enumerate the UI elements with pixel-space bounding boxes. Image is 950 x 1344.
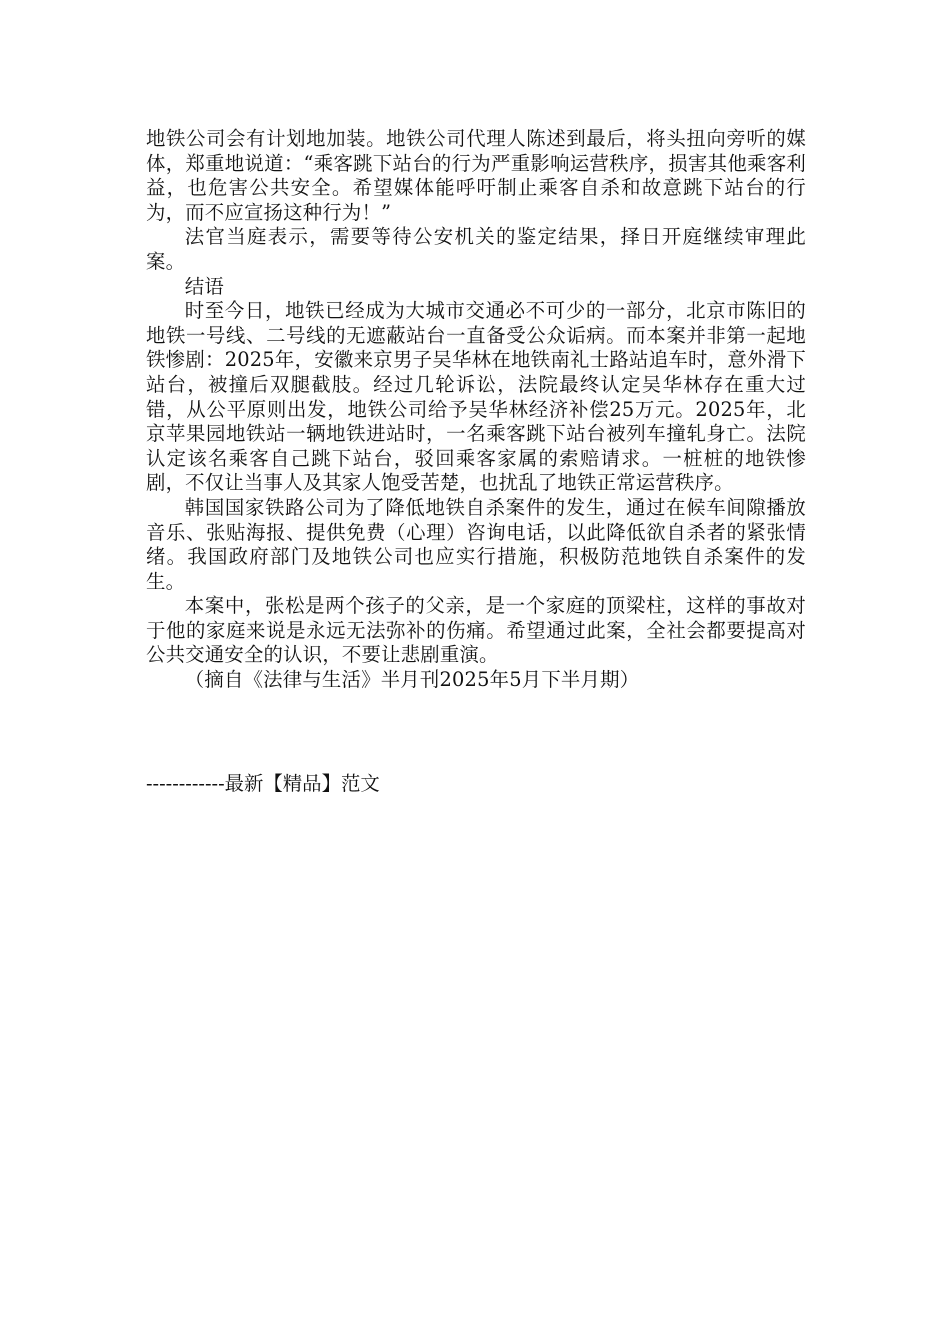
section-heading-conclusion: 结语 <box>184 274 224 298</box>
footer-banner: ------------最新【精品】范文 <box>146 772 380 795</box>
paragraph-korea-measures: 韩国国家铁路公司为了降低地铁自杀案件的发生，通过在候车间隙播放音乐、张贴海报、提供免费（心理）咨询电话，以此降低欲自杀者的紧张情绪。我国政府部门及地铁公司也应实行措施，积极防范地铁自杀案件的发生。 <box>146 495 806 593</box>
paragraph-case-reflection: 本案中，张松是两个孩子的父亲，是一个家庭的顶梁柱，这样的事故对于他的家庭来说是永远无法弥补的伤痛。希望通过此案，全社会都要提高对公共交通安全的认识，不要让悲剧重演。 <box>146 594 806 667</box>
paragraph-continuation: 地铁公司会有计划地加装。地铁公司代理人陈述到最后，将头扭向旁听的媒体，郑重地说道：“乘客跳下站台的行为严重影响运营秩序，损害其他乘客利益，也危害公共安全。希望媒体能呼吁制止乘客自杀和故意跳下站台的行为，而不应宣扬这种行为！” <box>146 127 806 224</box>
paragraph-judge-statement: 法官当庭表示，需要等待公安机关的鉴定结果，择日开庭继续审理此案。 <box>146 225 806 273</box>
paragraph-subway-history: 时至今日，地铁已经成为大城市交通必不可少的一部分，北京市陈旧的地铁一号线、二号线的无遮蔽站台一直备受公众诟病。而本案并非第一起地铁惨剧：2025年，安徽来京男子吴华林在地铁南礼士路站追车时，意外滑下站台，被撞后双腿截肢。经过几轮诉讼，法院最终认定吴华林存在重大过错，从公平原则出发，地铁公司给予吴华林经济补偿25万元。2025年，北京苹果园地铁站一辆地铁进站时，一名乘客跳下站台被列车撞轧身亡。法院认定该名乘客自己跳下站台，驳回乘客家属的索赔请求。一桩桩的地铁惨剧，不仅让当事人及其家人饱受苦楚，也扰乱了地铁正常运营秩序。 <box>146 299 806 495</box>
article-body <box>146 127 806 693</box>
source-citation: （摘自《法律与生活》半月刊2025年5月下半月期） <box>184 668 640 692</box>
